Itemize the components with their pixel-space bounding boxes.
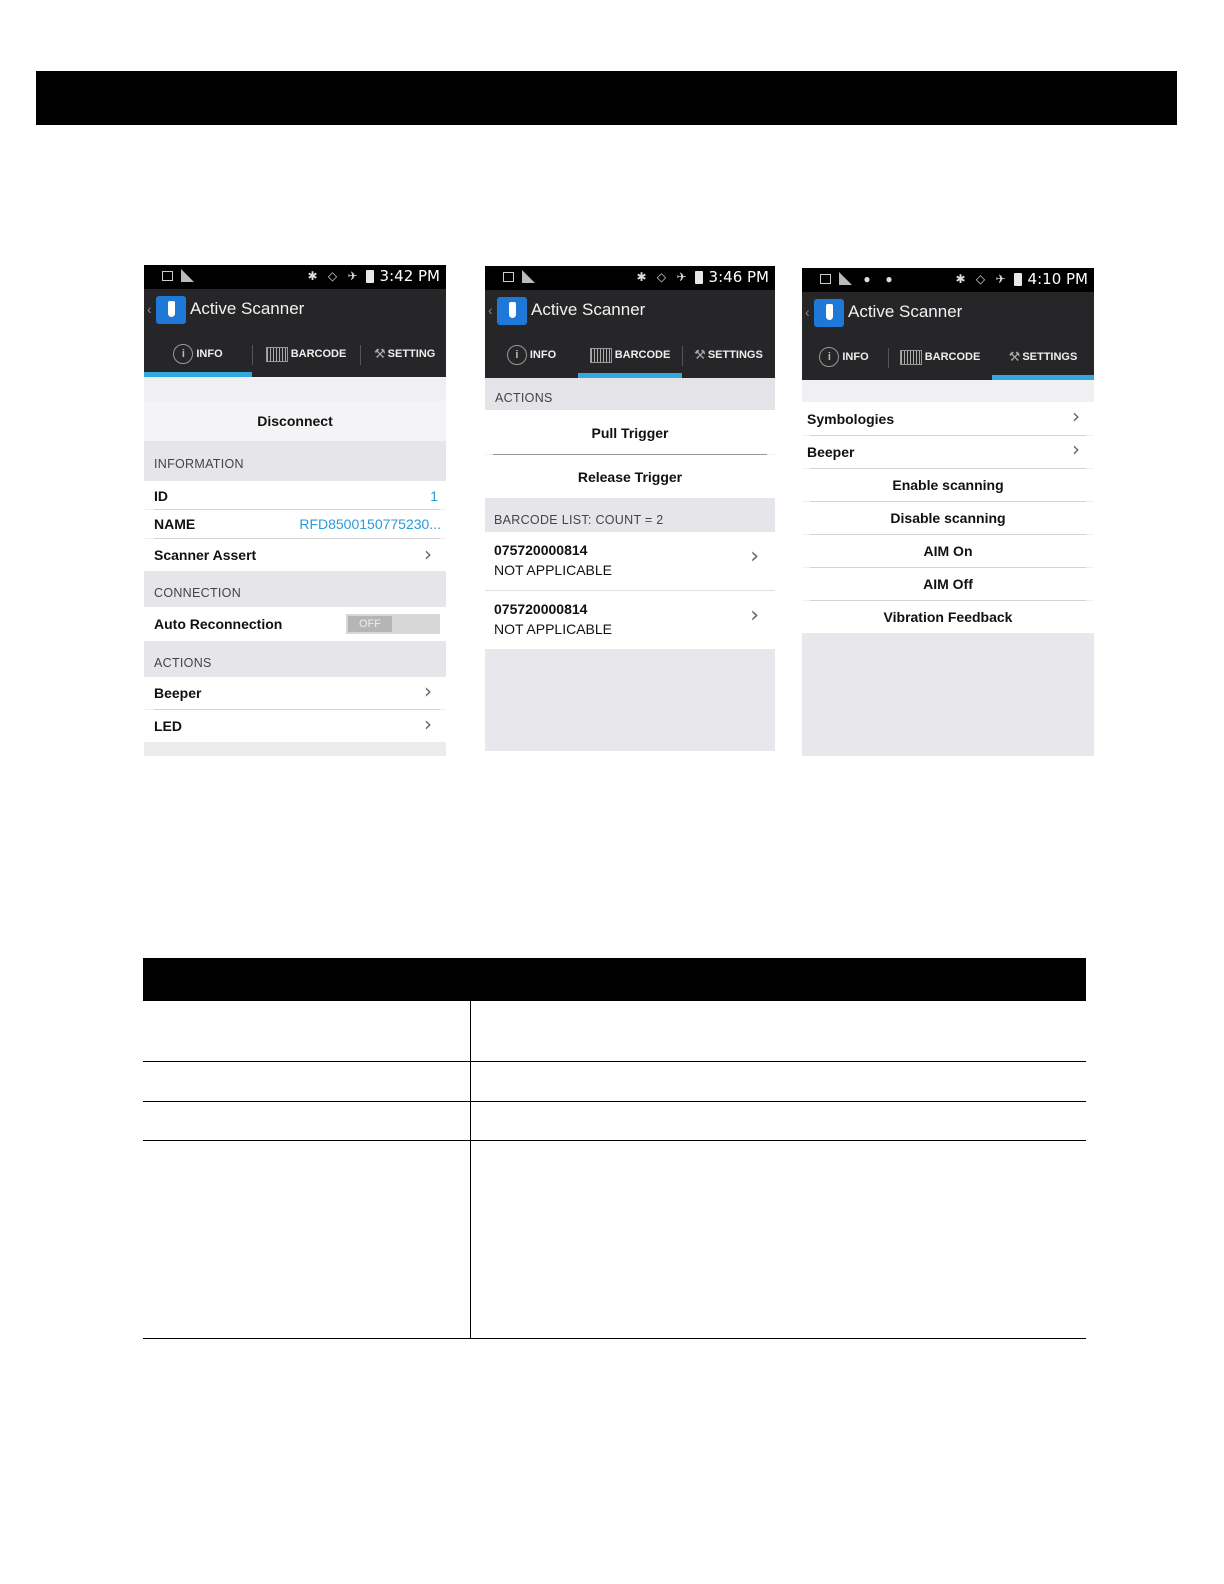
auto-reconnection-toggle[interactable]: [346, 614, 440, 634]
scanner-assert-row[interactable]: [144, 539, 446, 571]
enable-scanning-label: Enable scanning: [892, 477, 1004, 493]
vibrate-icon: ◇: [975, 272, 986, 286]
tab-settings-label: SETTINGS: [707, 349, 763, 361]
bluetooth-icon: ✱: [307, 269, 318, 283]
airplane-icon: ✈: [347, 269, 358, 283]
tab-info-label: INFO: [529, 349, 557, 361]
battery-icon: [366, 270, 374, 283]
chevron-right-icon: ›: [1072, 437, 1080, 461]
tab-bar: [485, 332, 775, 378]
barcode-type: NOT APPLICABLE: [494, 562, 613, 578]
back-chevron-icon[interactable]: ‹: [488, 302, 493, 318]
actions-header: ACTIONS: [144, 641, 446, 677]
tab-barcode[interactable]: [890, 334, 990, 380]
tab-settings[interactable]: [360, 331, 446, 377]
toggle-state: OFF: [348, 616, 392, 632]
tab-info-label: INFO: [196, 348, 223, 360]
chevron-right-icon: ›: [424, 712, 432, 736]
led-label: LED: [154, 718, 182, 734]
table-column-divider: [470, 1001, 471, 1339]
aim-off-label: AIM Off: [923, 576, 973, 592]
tab-barcode[interactable]: [252, 331, 360, 377]
chevron-right-icon: ›: [750, 603, 759, 628]
image-icon: [820, 274, 831, 284]
name-label: NAME: [154, 516, 196, 532]
table-row-divider: [143, 1061, 1086, 1062]
barcode-list-item[interactable]: [485, 591, 775, 649]
aim-on-button[interactable]: [802, 535, 1094, 567]
back-chevron-icon[interactable]: ‹: [147, 301, 152, 317]
app-title: Active Scanner: [531, 300, 646, 319]
barcode-value: 075720000814: [494, 542, 588, 558]
beeper-row[interactable]: [802, 436, 1094, 468]
information-header: INFORMATION: [144, 441, 446, 481]
notification-icon: ●: [885, 272, 893, 286]
aim-on-label: AIM On: [923, 543, 973, 559]
status-bar: [485, 266, 775, 290]
scanner-app-icon[interactable]: [814, 299, 844, 327]
tab-settings[interactable]: [992, 334, 1094, 380]
tab-barcode[interactable]: [578, 332, 682, 378]
tab-settings-label: SETTING: [387, 348, 436, 360]
action-bar: [802, 292, 1094, 334]
back-chevron-icon[interactable]: ‹: [805, 304, 810, 320]
status-bar: [802, 268, 1094, 292]
phone-info-screen: [144, 265, 446, 756]
signal-icon: [522, 270, 535, 283]
app-title: Active Scanner: [848, 302, 963, 321]
barcode-list-header: BARCODE LIST: COUNT = 2: [485, 498, 775, 532]
table-header: [143, 958, 1086, 1001]
scanner-app-icon[interactable]: [156, 296, 186, 324]
status-time: 3:46 PM: [708, 268, 769, 286]
vibration-feedback-button[interactable]: [802, 601, 1094, 633]
tab-info[interactable]: [144, 331, 252, 377]
page-header-bar: [36, 71, 1177, 125]
info-icon: i: [507, 345, 527, 365]
connection-header: CONNECTION: [144, 571, 446, 607]
battery-icon: [1014, 273, 1022, 286]
release-trigger-label: Release Trigger: [577, 469, 683, 485]
barcode-value: 075720000814: [494, 601, 588, 617]
release-trigger-button[interactable]: [485, 455, 775, 498]
table-row-divider: [143, 1101, 1086, 1102]
app-title: Active Scanner: [190, 299, 305, 318]
signal-icon: [839, 272, 852, 285]
symbologies-row[interactable]: [802, 402, 1094, 435]
auto-reconnection-row: [144, 607, 446, 641]
info-icon: i: [819, 347, 839, 367]
tab-bar: [802, 334, 1094, 380]
tab-barcode-label: BARCODE: [614, 349, 671, 361]
tab-barcode-label: BARCODE: [290, 348, 347, 360]
chevron-right-icon: ›: [750, 544, 759, 569]
tab-settings[interactable]: [682, 332, 775, 378]
auto-reconnection-label: Auto Reconnection: [154, 616, 283, 632]
status-time: 4:10 PM: [1027, 270, 1088, 288]
barcode-icon: [900, 350, 922, 365]
id-row: [144, 481, 446, 509]
aim-off-button[interactable]: [802, 568, 1094, 600]
vibration-feedback-label: Vibration Feedback: [883, 609, 1013, 625]
notification-icon: ●: [863, 272, 871, 286]
symbologies-label: Symbologies: [807, 411, 895, 427]
pull-trigger-label: Pull Trigger: [591, 425, 669, 441]
pull-trigger-button[interactable]: [485, 410, 775, 454]
bluetooth-icon: ✱: [636, 270, 647, 284]
tab-info-label: INFO: [842, 351, 869, 363]
image-icon: [503, 272, 514, 282]
barcode-icon: [266, 347, 288, 362]
enable-scanning-button[interactable]: [802, 469, 1094, 501]
signal-icon: [181, 269, 194, 282]
phone-barcode-screen: [485, 266, 775, 751]
vibrate-icon: ◇: [656, 270, 667, 284]
id-value: 1: [430, 488, 438, 504]
tab-info[interactable]: [485, 332, 578, 378]
tab-settings-label: SETTINGS: [1022, 351, 1078, 363]
disconnect-button[interactable]: [144, 401, 446, 441]
id-label: ID: [154, 488, 168, 504]
table-row-divider: [143, 1140, 1086, 1141]
chevron-right-icon: ›: [424, 679, 432, 703]
airplane-icon: ✈: [676, 270, 687, 284]
barcode-icon: [590, 348, 612, 363]
actions-header: ACTIONS: [485, 378, 775, 410]
barcode-type: NOT APPLICABLE: [494, 621, 613, 637]
image-icon: [162, 271, 173, 281]
tab-info[interactable]: [802, 334, 886, 380]
chevron-right-icon: ›: [1072, 404, 1080, 428]
settings-icon: ⚒: [694, 347, 706, 362]
beeper-label: Beeper: [154, 685, 202, 701]
scanner-app-icon[interactable]: [497, 297, 527, 325]
disable-scanning-button[interactable]: [802, 502, 1094, 534]
name-value: RFD8500150775230...: [299, 516, 441, 532]
action-bar: [144, 289, 446, 331]
tab-bar: [144, 331, 446, 377]
scanner-assert-label: Scanner Assert: [154, 547, 257, 563]
beeper-label: Beeper: [807, 444, 855, 460]
disable-scanning-label: Disable scanning: [890, 510, 1006, 526]
chevron-right-icon: ›: [424, 542, 432, 566]
name-row: [144, 510, 446, 538]
status-bar: [144, 265, 446, 289]
settings-icon: ⚒: [374, 346, 386, 361]
barcode-list-item[interactable]: [485, 532, 775, 590]
led-row[interactable]: [144, 710, 446, 742]
phone-settings-screen: [802, 268, 1094, 756]
status-time: 3:42 PM: [379, 267, 440, 285]
beeper-row[interactable]: [144, 677, 446, 709]
battery-icon: [695, 271, 703, 284]
tab-barcode-label: BARCODE: [924, 351, 981, 363]
action-bar: [485, 290, 775, 332]
vibrate-icon: ◇: [327, 269, 338, 283]
airplane-icon: ✈: [995, 272, 1006, 286]
table-row-divider: [143, 1338, 1086, 1339]
info-icon: i: [173, 344, 193, 364]
bluetooth-icon: ✱: [955, 272, 966, 286]
settings-icon: ⚒: [1008, 349, 1021, 364]
disconnect-label: Disconnect: [257, 413, 333, 429]
